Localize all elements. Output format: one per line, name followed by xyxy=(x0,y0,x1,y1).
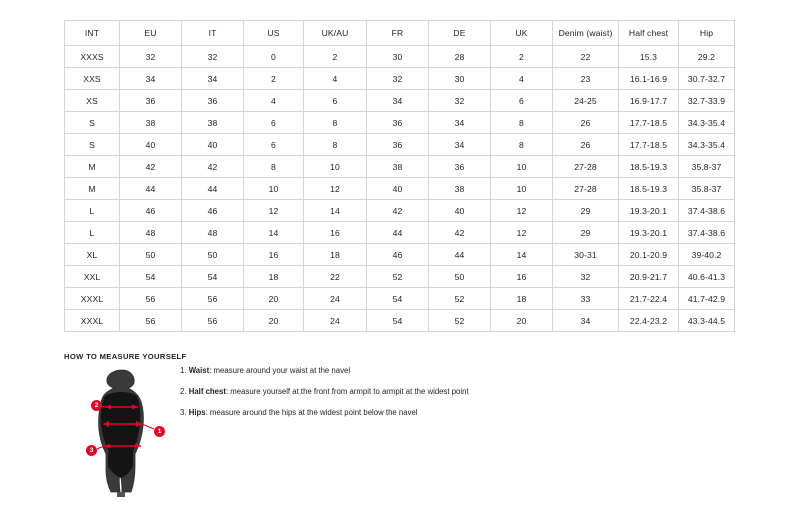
how-to-measure-title: HOW TO MEASURE YOURSELF xyxy=(64,352,187,361)
cell-hip: 37.4-38.6 xyxy=(679,222,735,244)
cell-fr: 42 xyxy=(367,200,429,222)
cell-eu: 50 xyxy=(120,244,182,266)
column-header-eu: EU xyxy=(120,21,182,46)
cell-half-chest: 17.7-18.5 xyxy=(619,134,679,156)
size-table-header xyxy=(65,21,735,46)
cell-half-chest: 18.5-19.3 xyxy=(619,156,679,178)
column-header-de: DE xyxy=(429,21,491,46)
cell-de: 32 xyxy=(429,90,491,112)
cell-de: 40 xyxy=(429,200,491,222)
cell-ukau: 8 xyxy=(304,112,367,134)
cell-denim-waist: 27-28 xyxy=(553,178,619,200)
cell-us: 10 xyxy=(244,178,304,200)
cell-eu: 36 xyxy=(120,90,182,112)
table-header-row xyxy=(65,21,735,46)
cell-int: XXL xyxy=(65,266,120,288)
cell-hip: 37.4-38.6 xyxy=(679,200,735,222)
cell-uk: 10 xyxy=(491,178,553,200)
cell-ukau: 14 xyxy=(304,200,367,222)
measure-item-term: Half chest xyxy=(188,387,226,396)
cell-hip: 43.3-44.5 xyxy=(679,310,735,332)
cell-int: XXXS xyxy=(65,46,120,68)
cell-half-chest: 22.4-23.2 xyxy=(619,310,679,332)
cell-half-chest: 21.7-22.4 xyxy=(619,288,679,310)
column-header-us: US xyxy=(244,21,304,46)
cell-eu: 48 xyxy=(120,222,182,244)
cell-it: 50 xyxy=(182,244,244,266)
table-row xyxy=(65,222,735,244)
cell-hip: 40.6-41.3 xyxy=(679,266,735,288)
cell-ukau: 8 xyxy=(304,134,367,156)
cell-ukau: 16 xyxy=(304,222,367,244)
cell-us: 14 xyxy=(244,222,304,244)
cell-it: 46 xyxy=(182,200,244,222)
cell-half-chest: 19.3-20.1 xyxy=(619,222,679,244)
cell-us: 6 xyxy=(244,134,304,156)
cell-half-chest: 16.9-17.7 xyxy=(619,90,679,112)
cell-fr: 44 xyxy=(367,222,429,244)
marker-1: 1 xyxy=(154,426,165,437)
cell-int: XS xyxy=(65,90,120,112)
cell-hip: 29.2 xyxy=(679,46,735,68)
cell-fr: 36 xyxy=(367,112,429,134)
cell-hip: 34.3-35.4 xyxy=(679,134,735,156)
mannequin-illustration xyxy=(64,366,184,501)
measure-item-half-chest xyxy=(180,387,610,397)
cell-uk: 8 xyxy=(491,112,553,134)
cell-hip: 39-40.2 xyxy=(679,244,735,266)
cell-it: 44 xyxy=(182,178,244,200)
cell-de: 30 xyxy=(429,68,491,90)
table-row xyxy=(65,266,735,288)
cell-de: 52 xyxy=(429,310,491,332)
cell-half-chest: 16.1-16.9 xyxy=(619,68,679,90)
marker-2: 2 xyxy=(91,400,102,411)
cell-int: M xyxy=(65,178,120,200)
cell-hip: 32.7-33.9 xyxy=(679,90,735,112)
column-header-it: IT xyxy=(182,21,244,46)
cell-int: S xyxy=(65,134,120,156)
table-row xyxy=(65,178,735,200)
measure-item-text: : measure yourself at the front from armpit to armpit at the widest point xyxy=(225,387,469,396)
cell-eu: 32 xyxy=(120,46,182,68)
cell-uk: 8 xyxy=(491,134,553,156)
cell-int: XXS xyxy=(65,68,120,90)
table-row xyxy=(65,134,735,156)
size-table-container xyxy=(64,20,734,332)
cell-ukau: 2 xyxy=(304,46,367,68)
cell-us: 6 xyxy=(244,112,304,134)
measure-item-number: 1. xyxy=(180,366,187,375)
cell-half-chest: 20.9-21.7 xyxy=(619,266,679,288)
cell-fr: 40 xyxy=(367,178,429,200)
table-row xyxy=(65,244,735,266)
cell-denim-waist: 29 xyxy=(553,222,619,244)
cell-uk: 2 xyxy=(491,46,553,68)
size-table xyxy=(64,20,735,332)
cell-denim-waist: 23 xyxy=(553,68,619,90)
cell-hip: 35.8-37 xyxy=(679,156,735,178)
cell-eu: 42 xyxy=(120,156,182,178)
cell-eu: 40 xyxy=(120,134,182,156)
stand-post xyxy=(117,492,125,497)
leader-1 xyxy=(142,424,154,429)
cell-fr: 52 xyxy=(367,266,429,288)
cell-de: 42 xyxy=(429,222,491,244)
table-row xyxy=(65,112,735,134)
measure-item-hips xyxy=(180,408,610,418)
table-row xyxy=(65,156,735,178)
cell-fr: 54 xyxy=(367,310,429,332)
cell-uk: 20 xyxy=(491,310,553,332)
cell-ukau: 24 xyxy=(304,310,367,332)
measurement-figure xyxy=(64,366,184,501)
cell-denim-waist: 26 xyxy=(553,112,619,134)
cell-us: 2 xyxy=(244,68,304,90)
cell-fr: 30 xyxy=(367,46,429,68)
cell-half-chest: 20.1-20.9 xyxy=(619,244,679,266)
column-header-fr: FR xyxy=(367,21,429,46)
cell-eu: 34 xyxy=(120,68,182,90)
table-row xyxy=(65,288,735,310)
cell-us: 18 xyxy=(244,266,304,288)
cell-uk: 14 xyxy=(491,244,553,266)
cell-denim-waist: 22 xyxy=(553,46,619,68)
cell-de: 52 xyxy=(429,288,491,310)
cell-half-chest: 19.3-20.1 xyxy=(619,200,679,222)
cell-fr: 34 xyxy=(367,90,429,112)
cell-de: 36 xyxy=(429,156,491,178)
measure-item-term: Waist xyxy=(188,366,210,375)
column-header-half-chest: Half chest xyxy=(619,21,679,46)
cell-de: 44 xyxy=(429,244,491,266)
cell-us: 4 xyxy=(244,90,304,112)
cell-us: 20 xyxy=(244,310,304,332)
column-header-ukau: UK/AU xyxy=(304,21,367,46)
cell-eu: 56 xyxy=(120,288,182,310)
cell-hip: 41.7-42.9 xyxy=(679,288,735,310)
cell-fr: 38 xyxy=(367,156,429,178)
measure-item-number: 3. xyxy=(180,408,187,417)
cell-de: 34 xyxy=(429,134,491,156)
cell-denim-waist: 32 xyxy=(553,266,619,288)
cell-half-chest: 15.3 xyxy=(619,46,679,68)
cell-uk: 12 xyxy=(491,200,553,222)
column-header-denim-waist: Denim (waist) xyxy=(553,21,619,46)
cell-denim-waist: 24-25 xyxy=(553,90,619,112)
cell-denim-waist: 34 xyxy=(553,310,619,332)
cell-uk: 10 xyxy=(491,156,553,178)
measure-item-waist xyxy=(180,366,610,376)
cell-it: 32 xyxy=(182,46,244,68)
cell-ukau: 18 xyxy=(304,244,367,266)
cell-denim-waist: 29 xyxy=(553,200,619,222)
cell-uk: 6 xyxy=(491,90,553,112)
marker-3: 3 xyxy=(86,445,97,456)
cell-fr: 54 xyxy=(367,288,429,310)
measure-item-text: : measure around the hips at the widest point below the navel xyxy=(205,408,418,417)
cell-it: 56 xyxy=(182,288,244,310)
cell-it: 56 xyxy=(182,310,244,332)
cell-us: 12 xyxy=(244,200,304,222)
size-table-body xyxy=(65,46,735,332)
cell-it: 34 xyxy=(182,68,244,90)
cell-eu: 54 xyxy=(120,266,182,288)
cell-int: XXXL xyxy=(65,310,120,332)
cell-int: XXXL xyxy=(65,288,120,310)
cell-eu: 38 xyxy=(120,112,182,134)
cell-de: 34 xyxy=(429,112,491,134)
cell-us: 20 xyxy=(244,288,304,310)
cell-ukau: 10 xyxy=(304,156,367,178)
measure-item-number: 2. xyxy=(180,387,187,396)
cell-int: M xyxy=(65,156,120,178)
cell-ukau: 4 xyxy=(304,68,367,90)
cell-denim-waist: 33 xyxy=(553,288,619,310)
measure-item-text: : measure around your waist at the navel xyxy=(209,366,351,375)
column-header-hip: Hip xyxy=(679,21,735,46)
cell-denim-waist: 30-31 xyxy=(553,244,619,266)
cell-eu: 44 xyxy=(120,178,182,200)
cell-it: 42 xyxy=(182,156,244,178)
cell-us: 16 xyxy=(244,244,304,266)
cell-it: 54 xyxy=(182,266,244,288)
cell-it: 48 xyxy=(182,222,244,244)
cell-fr: 32 xyxy=(367,68,429,90)
cell-denim-waist: 26 xyxy=(553,134,619,156)
cell-de: 28 xyxy=(429,46,491,68)
cell-uk: 12 xyxy=(491,222,553,244)
cell-it: 36 xyxy=(182,90,244,112)
table-row xyxy=(65,46,735,68)
table-row xyxy=(65,90,735,112)
cell-hip: 30.7-32.7 xyxy=(679,68,735,90)
cell-us: 8 xyxy=(244,156,304,178)
cell-hip: 34.3-35.4 xyxy=(679,112,735,134)
cell-hip: 35.8-37 xyxy=(679,178,735,200)
cell-half-chest: 18.5-19.3 xyxy=(619,178,679,200)
cell-half-chest: 17.7-18.5 xyxy=(619,112,679,134)
cell-it: 40 xyxy=(182,134,244,156)
table-row xyxy=(65,310,735,332)
cell-eu: 56 xyxy=(120,310,182,332)
cell-int: L xyxy=(65,222,120,244)
cell-us: 0 xyxy=(244,46,304,68)
cell-uk: 18 xyxy=(491,288,553,310)
cell-uk: 4 xyxy=(491,68,553,90)
cell-denim-waist: 27-28 xyxy=(553,156,619,178)
cell-ukau: 24 xyxy=(304,288,367,310)
cell-int: L xyxy=(65,200,120,222)
cell-ukau: 6 xyxy=(304,90,367,112)
cell-fr: 36 xyxy=(367,134,429,156)
cell-uk: 16 xyxy=(491,266,553,288)
cell-eu: 46 xyxy=(120,200,182,222)
column-header-uk: UK xyxy=(491,21,553,46)
cell-de: 38 xyxy=(429,178,491,200)
measure-item-term: Hips xyxy=(188,408,206,417)
cell-de: 50 xyxy=(429,266,491,288)
measure-instructions xyxy=(180,366,610,429)
table-row xyxy=(65,68,735,90)
cell-ukau: 12 xyxy=(304,178,367,200)
cell-fr: 46 xyxy=(367,244,429,266)
table-row xyxy=(65,200,735,222)
cell-it: 38 xyxy=(182,112,244,134)
cell-int: XL xyxy=(65,244,120,266)
cell-int: S xyxy=(65,112,120,134)
cell-ukau: 22 xyxy=(304,266,367,288)
column-header-int: INT xyxy=(65,21,120,46)
